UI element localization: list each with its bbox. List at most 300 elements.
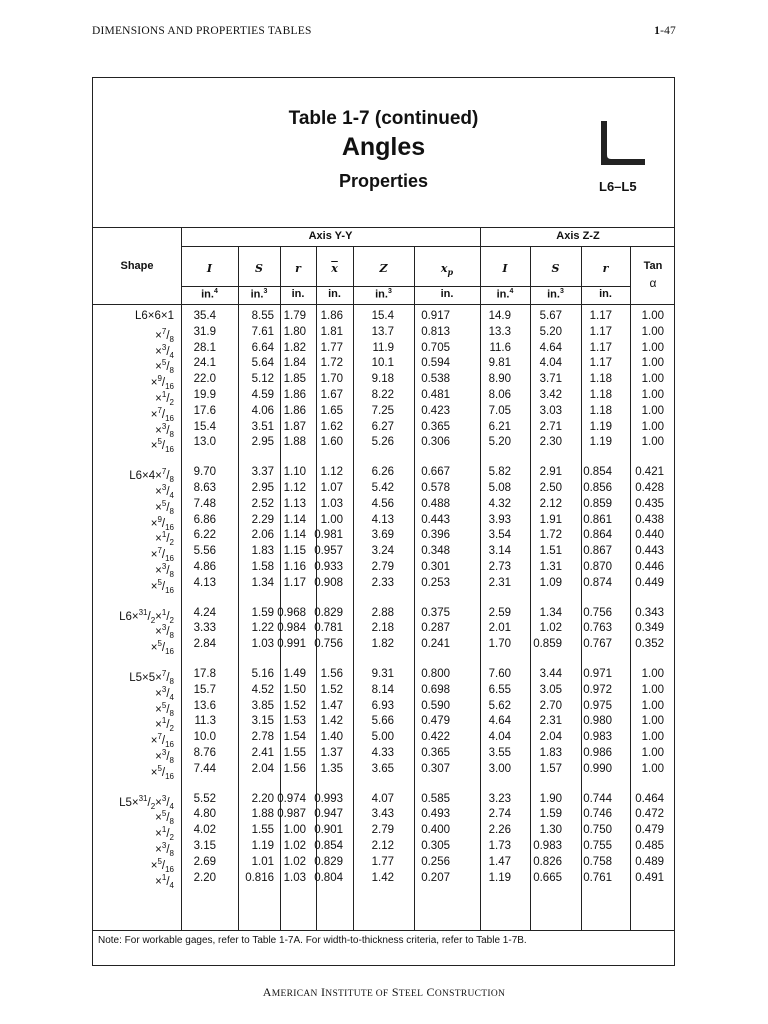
table-cell: 1.00 <box>641 436 664 448</box>
table-cell: 1.19 <box>488 872 511 884</box>
table-row <box>93 713 676 734</box>
table-cell: 10.0 <box>193 731 216 743</box>
column-header-tan: Tan α <box>643 260 663 290</box>
table-cell: 5.52 <box>193 793 216 805</box>
table-cell: 0.348 <box>421 545 450 557</box>
table-cell: 0.698 <box>421 684 450 696</box>
table-cell: 0.813 <box>421 326 450 338</box>
table-cell: 1.01 <box>251 856 274 868</box>
table-cell: 1.34 <box>539 607 562 619</box>
table-cell: 1.17 <box>589 357 612 369</box>
table-cell: 0.756 <box>583 607 612 619</box>
table-cell: 1.81 <box>320 326 343 338</box>
table-cell: 0.479 <box>421 715 450 727</box>
table-cell: 2.95 <box>251 482 274 494</box>
axis-zz-header: Axis Z-Z <box>556 230 600 242</box>
table-cell: 2.78 <box>251 731 274 743</box>
table-row <box>93 308 676 324</box>
table-cell: 1.60 <box>320 436 343 448</box>
note-divider <box>93 930 674 931</box>
table-cell: 2.04 <box>539 731 562 743</box>
table-cell: 2.74 <box>488 808 511 820</box>
table-cell: 0.443 <box>635 545 664 557</box>
shape-range-label: L6–L5 <box>599 179 637 194</box>
table-cell: 0.767 <box>583 638 612 650</box>
table-cell: 0.983 <box>583 731 612 743</box>
table-cell: 19.9 <box>193 389 216 401</box>
table-row <box>93 575 676 596</box>
table-cell: 4.56 <box>371 498 394 510</box>
table-cell: 1.57 <box>539 763 562 775</box>
table-cell: 1.17 <box>589 310 612 322</box>
table-cell: 6.93 <box>371 700 394 712</box>
table-cell: 1.10 <box>283 466 306 478</box>
table-cell: 1.00 <box>641 731 664 743</box>
table-cell: 1.02 <box>283 856 306 868</box>
table-row <box>93 838 676 859</box>
table-cell: 6.55 <box>488 684 511 696</box>
table-cell: 2.20 <box>251 793 274 805</box>
table-cell: 6.64 <box>251 342 274 354</box>
shape-designation: $\times^1/_2$ <box>155 390 174 408</box>
table-cell: 0.854 <box>583 466 612 478</box>
table-cell: 2.95 <box>251 436 274 448</box>
shape-designation: $\times^5/_{16}$ <box>150 857 174 875</box>
table-row <box>93 559 676 580</box>
table-cell: 0.908 <box>314 577 343 589</box>
table-cell: 1.00 <box>641 373 664 385</box>
table-cell: 5.20 <box>488 436 511 448</box>
table-cell: 1.77 <box>371 856 394 868</box>
table-row <box>93 729 676 750</box>
shape-designation: $\times^7/_{16}$ <box>150 732 174 750</box>
table-cell: 2.06 <box>251 529 274 541</box>
table-cell: 1.82 <box>371 638 394 650</box>
axis-yy-header: Axis Y-Y <box>308 230 353 242</box>
table-cell: 0.665 <box>533 872 562 884</box>
table-cell: 0.207 <box>421 872 450 884</box>
table-cell: 1.19 <box>589 421 612 433</box>
table-cell: 0.983 <box>533 840 562 852</box>
table-cell: 1.47 <box>320 700 343 712</box>
table-cell: 1.90 <box>539 793 562 805</box>
table-cell: 0.590 <box>421 700 450 712</box>
table-cell: 0.746 <box>583 808 612 820</box>
table-cell: 0.947 <box>314 808 343 820</box>
table-cell: 0.241 <box>421 638 450 650</box>
shape-designation: $\times^7/_{16}$ <box>150 546 174 564</box>
table-cell: 3.24 <box>371 545 394 557</box>
table-cell: 1.17 <box>283 577 306 589</box>
table-cell: 1.14 <box>283 514 306 526</box>
table-cell: 1.58 <box>251 561 274 573</box>
unit-label: in. <box>291 288 305 300</box>
table-cell: 1.03 <box>320 498 343 510</box>
shape-designation: $\times^5/_8$ <box>155 499 174 517</box>
table-cell: 2.31 <box>539 715 562 727</box>
table-cell: 1.19 <box>589 436 612 448</box>
table-cell: 8.76 <box>193 747 216 759</box>
table-cell: 1.14 <box>283 529 306 541</box>
table-cell: 0.491 <box>635 872 664 884</box>
table-cell: 1.83 <box>251 545 274 557</box>
table-cell: 0.446 <box>635 561 664 573</box>
table-cell: 0.972 <box>583 684 612 696</box>
table-cell: 7.44 <box>193 763 216 775</box>
table-cell: 0.585 <box>421 793 450 805</box>
table-cell: 0.981 <box>314 529 343 541</box>
table-cell: 13.6 <box>193 700 216 712</box>
table-title: Angles <box>341 133 426 161</box>
table-cell: 0.781 <box>314 622 343 634</box>
table-cell: 3.37 <box>251 466 274 478</box>
table-cell: 1.09 <box>539 577 562 589</box>
table-cell: 6.27 <box>371 421 394 433</box>
table-cell: 1.00 <box>641 342 664 354</box>
column-header-i: I <box>502 262 508 275</box>
table-cell: 1.70 <box>320 373 343 385</box>
column-header-xp: $x_p$ <box>440 262 454 278</box>
shape-designation: $\times^3/_4$ <box>155 483 174 501</box>
running-head-title: DIMENSIONS AND PROPERTIES TABLES <box>92 25 312 37</box>
table-row <box>93 682 676 703</box>
table-cell: 17.6 <box>193 405 216 417</box>
table-cell: 13.3 <box>488 326 511 338</box>
table-cell: 2.84 <box>193 638 216 650</box>
table-cell: 7.25 <box>371 405 394 417</box>
table-cell: 5.66 <box>371 715 394 727</box>
table-cell: 2.33 <box>371 577 394 589</box>
table-cell: 0.440 <box>635 529 664 541</box>
unit-label: in.$^3$ <box>250 288 268 301</box>
table-cell: 1.55 <box>283 747 306 759</box>
table-cell: 3.42 <box>539 389 562 401</box>
table-cell: 15.4 <box>193 421 216 433</box>
table-cell: 6.26 <box>371 466 394 478</box>
shape-designation: $\times^5/_{16}$ <box>150 578 174 596</box>
table-cell: 1.40 <box>320 731 343 743</box>
table-cell: 1.31 <box>539 561 562 573</box>
table-title-block <box>93 108 674 194</box>
table-cell: 0.987 <box>277 808 306 820</box>
table-cell: 1.18 <box>589 389 612 401</box>
table-row <box>93 496 676 517</box>
table-cell: 2.26 <box>488 824 511 836</box>
table-cell: 0.428 <box>635 482 664 494</box>
table-cell: 1.16 <box>283 561 306 573</box>
table-cell: 1.42 <box>320 715 343 727</box>
table-cell: 8.63 <box>193 482 216 494</box>
unit-label: in.$^4$ <box>496 288 514 301</box>
table-cell: 2.91 <box>539 466 562 478</box>
table-row <box>93 666 676 687</box>
shape-designation: $\times^5/_8$ <box>155 358 174 376</box>
table-cell: 0.365 <box>421 747 450 759</box>
table-cell: 1.22 <box>251 622 274 634</box>
shape-designation: $L5\times^{31}/_2\times^3/_4$ <box>119 794 174 812</box>
table-cell: 4.33 <box>371 747 394 759</box>
table-cell: 10.1 <box>371 357 394 369</box>
table-cell: 8.06 <box>488 389 511 401</box>
table-cell: 4.32 <box>488 498 511 510</box>
shape-designation: $\times^3/_8$ <box>155 422 174 440</box>
table-cell: 0.423 <box>421 405 450 417</box>
table-cell: 1.50 <box>283 684 306 696</box>
table-cell: 0.975 <box>583 700 612 712</box>
table-cell: 0.594 <box>421 357 450 369</box>
table-cell: 0.744 <box>583 793 612 805</box>
table-row <box>93 355 676 376</box>
table-cell: 4.13 <box>193 577 216 589</box>
column-header-s: S <box>551 262 560 275</box>
table-cell: 1.80 <box>283 326 306 338</box>
table-cell: 3.93 <box>488 514 511 526</box>
table-cell: 1.00 <box>641 310 664 322</box>
table-cell: 0.493 <box>421 808 450 820</box>
table-cell: 0.901 <box>314 824 343 836</box>
table-cell: 0.667 <box>421 466 450 478</box>
table-cell: 0.968 <box>277 607 306 619</box>
table-cell: 1.84 <box>283 357 306 369</box>
table-row <box>93 605 676 626</box>
shape-designation: $L5\times 5\times^7/_8$ <box>129 669 174 687</box>
table-cell: 0.485 <box>635 840 664 852</box>
table-cell: 1.73 <box>488 840 511 852</box>
shape-designation: $L6\times 4\times^7/_8$ <box>129 467 174 485</box>
table-cell: 2.12 <box>371 840 394 852</box>
table-cell: 0.464 <box>635 793 664 805</box>
table-cell: 1.17 <box>589 342 612 354</box>
table-cell: 1.49 <box>283 668 306 680</box>
running-head <box>92 25 676 41</box>
table-row <box>93 387 676 408</box>
table-row <box>93 620 676 641</box>
table-cell: 0.256 <box>421 856 450 868</box>
table-cell: 0.449 <box>635 577 664 589</box>
table-cell: 1.62 <box>320 421 343 433</box>
table-cell: 1.37 <box>320 747 343 759</box>
shape-designation: $\times^1/_4$ <box>155 873 174 891</box>
table-cell: 0.750 <box>583 824 612 836</box>
table-cell: 3.15 <box>193 840 216 852</box>
table-cell: 5.08 <box>488 482 511 494</box>
column-header-r: r <box>602 262 609 275</box>
table-cell: 1.17 <box>589 326 612 338</box>
table-cell: 7.48 <box>193 498 216 510</box>
table-row <box>93 512 676 533</box>
shape-designation: $\times^1/_2$ <box>155 825 174 843</box>
table-cell: 1.56 <box>320 668 343 680</box>
shape-designation: $\times^3/_4$ <box>155 685 174 703</box>
table-cell: 0.375 <box>421 607 450 619</box>
table-row <box>93 822 676 843</box>
table-cell: 1.00 <box>641 405 664 417</box>
table-cell: 1.00 <box>641 747 664 759</box>
table-row <box>93 870 676 891</box>
shape-designation: $\times^3/_8$ <box>155 841 174 859</box>
table-row <box>93 636 676 657</box>
table-cell: 1.00 <box>283 824 306 836</box>
table-cell: 0.826 <box>533 856 562 868</box>
table-cell: 0.867 <box>583 545 612 557</box>
table-cell: 13.0 <box>193 436 216 448</box>
shape-designation: $\times^3/_8$ <box>155 623 174 641</box>
table-cell: 2.12 <box>539 498 562 510</box>
table-row <box>93 419 676 440</box>
table-cell: 1.56 <box>283 763 306 775</box>
table-cell: 1.91 <box>539 514 562 526</box>
table-cell: 1.88 <box>251 808 274 820</box>
table-cell: 3.23 <box>488 793 511 805</box>
table-cell: 0.990 <box>583 763 612 775</box>
table-cell: 0.352 <box>635 638 664 650</box>
table-cell: 0.343 <box>635 607 664 619</box>
table-cell: 0.763 <box>583 622 612 634</box>
table-cell: 1.00 <box>641 684 664 696</box>
angle-shape-icon <box>597 119 647 167</box>
table-cell: 1.55 <box>251 824 274 836</box>
table-cell: 0.854 <box>314 840 343 852</box>
table-cell: 0.400 <box>421 824 450 836</box>
table-cell: 5.64 <box>251 357 274 369</box>
table-cell: 3.65 <box>371 763 394 775</box>
table-cell: 0.488 <box>421 498 450 510</box>
shape-designation: $\times^9/_{16}$ <box>150 374 174 392</box>
table-cell: 2.71 <box>539 421 562 433</box>
axis-group-rule <box>181 246 674 247</box>
table-cell: 4.07 <box>371 793 394 805</box>
table-cell: 3.55 <box>488 747 511 759</box>
table-cell: 1.52 <box>320 684 343 696</box>
table-cell: 1.86 <box>283 405 306 417</box>
table-cell: 0.993 <box>314 793 343 805</box>
table-cell: 1.65 <box>320 405 343 417</box>
table-row <box>93 791 676 812</box>
table-cell: 0.957 <box>314 545 343 557</box>
page-footer: AMERICAN INSTITUTE OF STEEL CONSTRUCTION <box>262 985 506 999</box>
unit-label: in. <box>328 288 341 300</box>
table-cell: 0.306 <box>421 436 450 448</box>
shape-designation: $\times^5/_{16}$ <box>150 437 174 455</box>
table-cell: 0.479 <box>635 824 664 836</box>
table-cell: 0.870 <box>583 561 612 573</box>
table-cell: 5.62 <box>488 700 511 712</box>
table-row <box>93 340 676 361</box>
table-cell: 5.42 <box>371 482 394 494</box>
table-cell: 2.79 <box>371 824 394 836</box>
column-header-x-bar: $\overline{x}$ <box>331 262 338 275</box>
table-row <box>93 698 676 719</box>
table-cell: 9.31 <box>371 668 394 680</box>
table-cell: 1.79 <box>283 310 306 322</box>
table-row <box>93 761 676 782</box>
shape-designation: $\times^9/_{16}$ <box>150 515 174 533</box>
table-cell: 1.86 <box>283 389 306 401</box>
table-cell: 1.18 <box>589 373 612 385</box>
table-cell: 4.80 <box>193 808 216 820</box>
table-cell: 0.917 <box>421 310 450 322</box>
table-cell: 28.1 <box>193 342 216 354</box>
table-cell: 0.761 <box>583 872 612 884</box>
table-cell: 0.422 <box>421 731 450 743</box>
table-cell: 3.33 <box>193 622 216 634</box>
table-cell: 4.86 <box>193 561 216 573</box>
table-cell: 15.4 <box>371 310 394 322</box>
table-cell: 3.71 <box>539 373 562 385</box>
table-cell: 3.54 <box>488 529 511 541</box>
table-cell: 0.301 <box>421 561 450 573</box>
table-cell: 1.00 <box>641 389 664 401</box>
table-cell: 0.804 <box>314 872 343 884</box>
table-note: Note: For workable gages, refer to Table 1-7A. For width-to-thickness criteria, refer to Table 1-7B. <box>98 935 527 946</box>
table-cell: 1.13 <box>283 498 306 510</box>
table-cell: 4.24 <box>193 607 216 619</box>
table-cell: 0.829 <box>314 607 343 619</box>
table-cell: 0.984 <box>277 622 306 634</box>
table-cell: 0.856 <box>583 482 612 494</box>
table-cell: 1.19 <box>251 840 274 852</box>
table-cell: 0.435 <box>635 498 664 510</box>
table-cell: 0.986 <box>583 747 612 759</box>
shape-designation: $\times^3/_8$ <box>155 562 174 580</box>
table-cell: 2.69 <box>193 856 216 868</box>
table-cell: 5.20 <box>539 326 562 338</box>
unit-label: in. <box>440 288 454 300</box>
table-cell: 3.00 <box>488 763 511 775</box>
table-cell: 4.06 <box>251 405 274 417</box>
table-cell: 0.756 <box>314 638 343 650</box>
table-cell: 1.47 <box>488 856 511 868</box>
table-cell: 0.305 <box>421 840 450 852</box>
table-cell: 8.55 <box>251 310 274 322</box>
table-cell: 3.51 <box>251 421 274 433</box>
table-cell: 0.755 <box>583 840 612 852</box>
table-cell: 4.64 <box>488 715 511 727</box>
table-cell: 1.12 <box>283 482 306 494</box>
table-cell: 9.81 <box>488 357 511 369</box>
table-cell: 2.70 <box>539 700 562 712</box>
table-cell: 4.59 <box>251 389 274 401</box>
table-cell: 1.87 <box>283 421 306 433</box>
table-cell: 0.864 <box>583 529 612 541</box>
table-cell: 0.859 <box>533 638 562 650</box>
table-row <box>93 854 676 875</box>
shape-designation: $\times^1/_2$ <box>155 530 174 548</box>
table-row <box>93 371 676 392</box>
table-row <box>93 543 676 564</box>
table-cell: 0.421 <box>635 466 664 478</box>
table-cell: 5.12 <box>251 373 274 385</box>
table-cell: 1.00 <box>641 763 664 775</box>
table-cell: 31.9 <box>193 326 216 338</box>
table-cell: 3.69 <box>371 529 394 541</box>
table-row <box>93 403 676 424</box>
table-cell: 0.472 <box>635 808 664 820</box>
table-cell: 3.03 <box>539 405 562 417</box>
table-cell: 1.88 <box>283 436 306 448</box>
table-cell: 2.04 <box>251 763 274 775</box>
table-cell: 0.874 <box>583 577 612 589</box>
table-cell: 6.86 <box>193 514 216 526</box>
table-row <box>93 324 676 345</box>
table-cell: 8.22 <box>371 389 394 401</box>
table-cell: 2.52 <box>251 498 274 510</box>
table-cell: 1.00 <box>641 700 664 712</box>
table-cell: 2.73 <box>488 561 511 573</box>
table-cell: 0.980 <box>583 715 612 727</box>
table-cell: 4.52 <box>251 684 274 696</box>
table-cell: 1.03 <box>283 872 306 884</box>
